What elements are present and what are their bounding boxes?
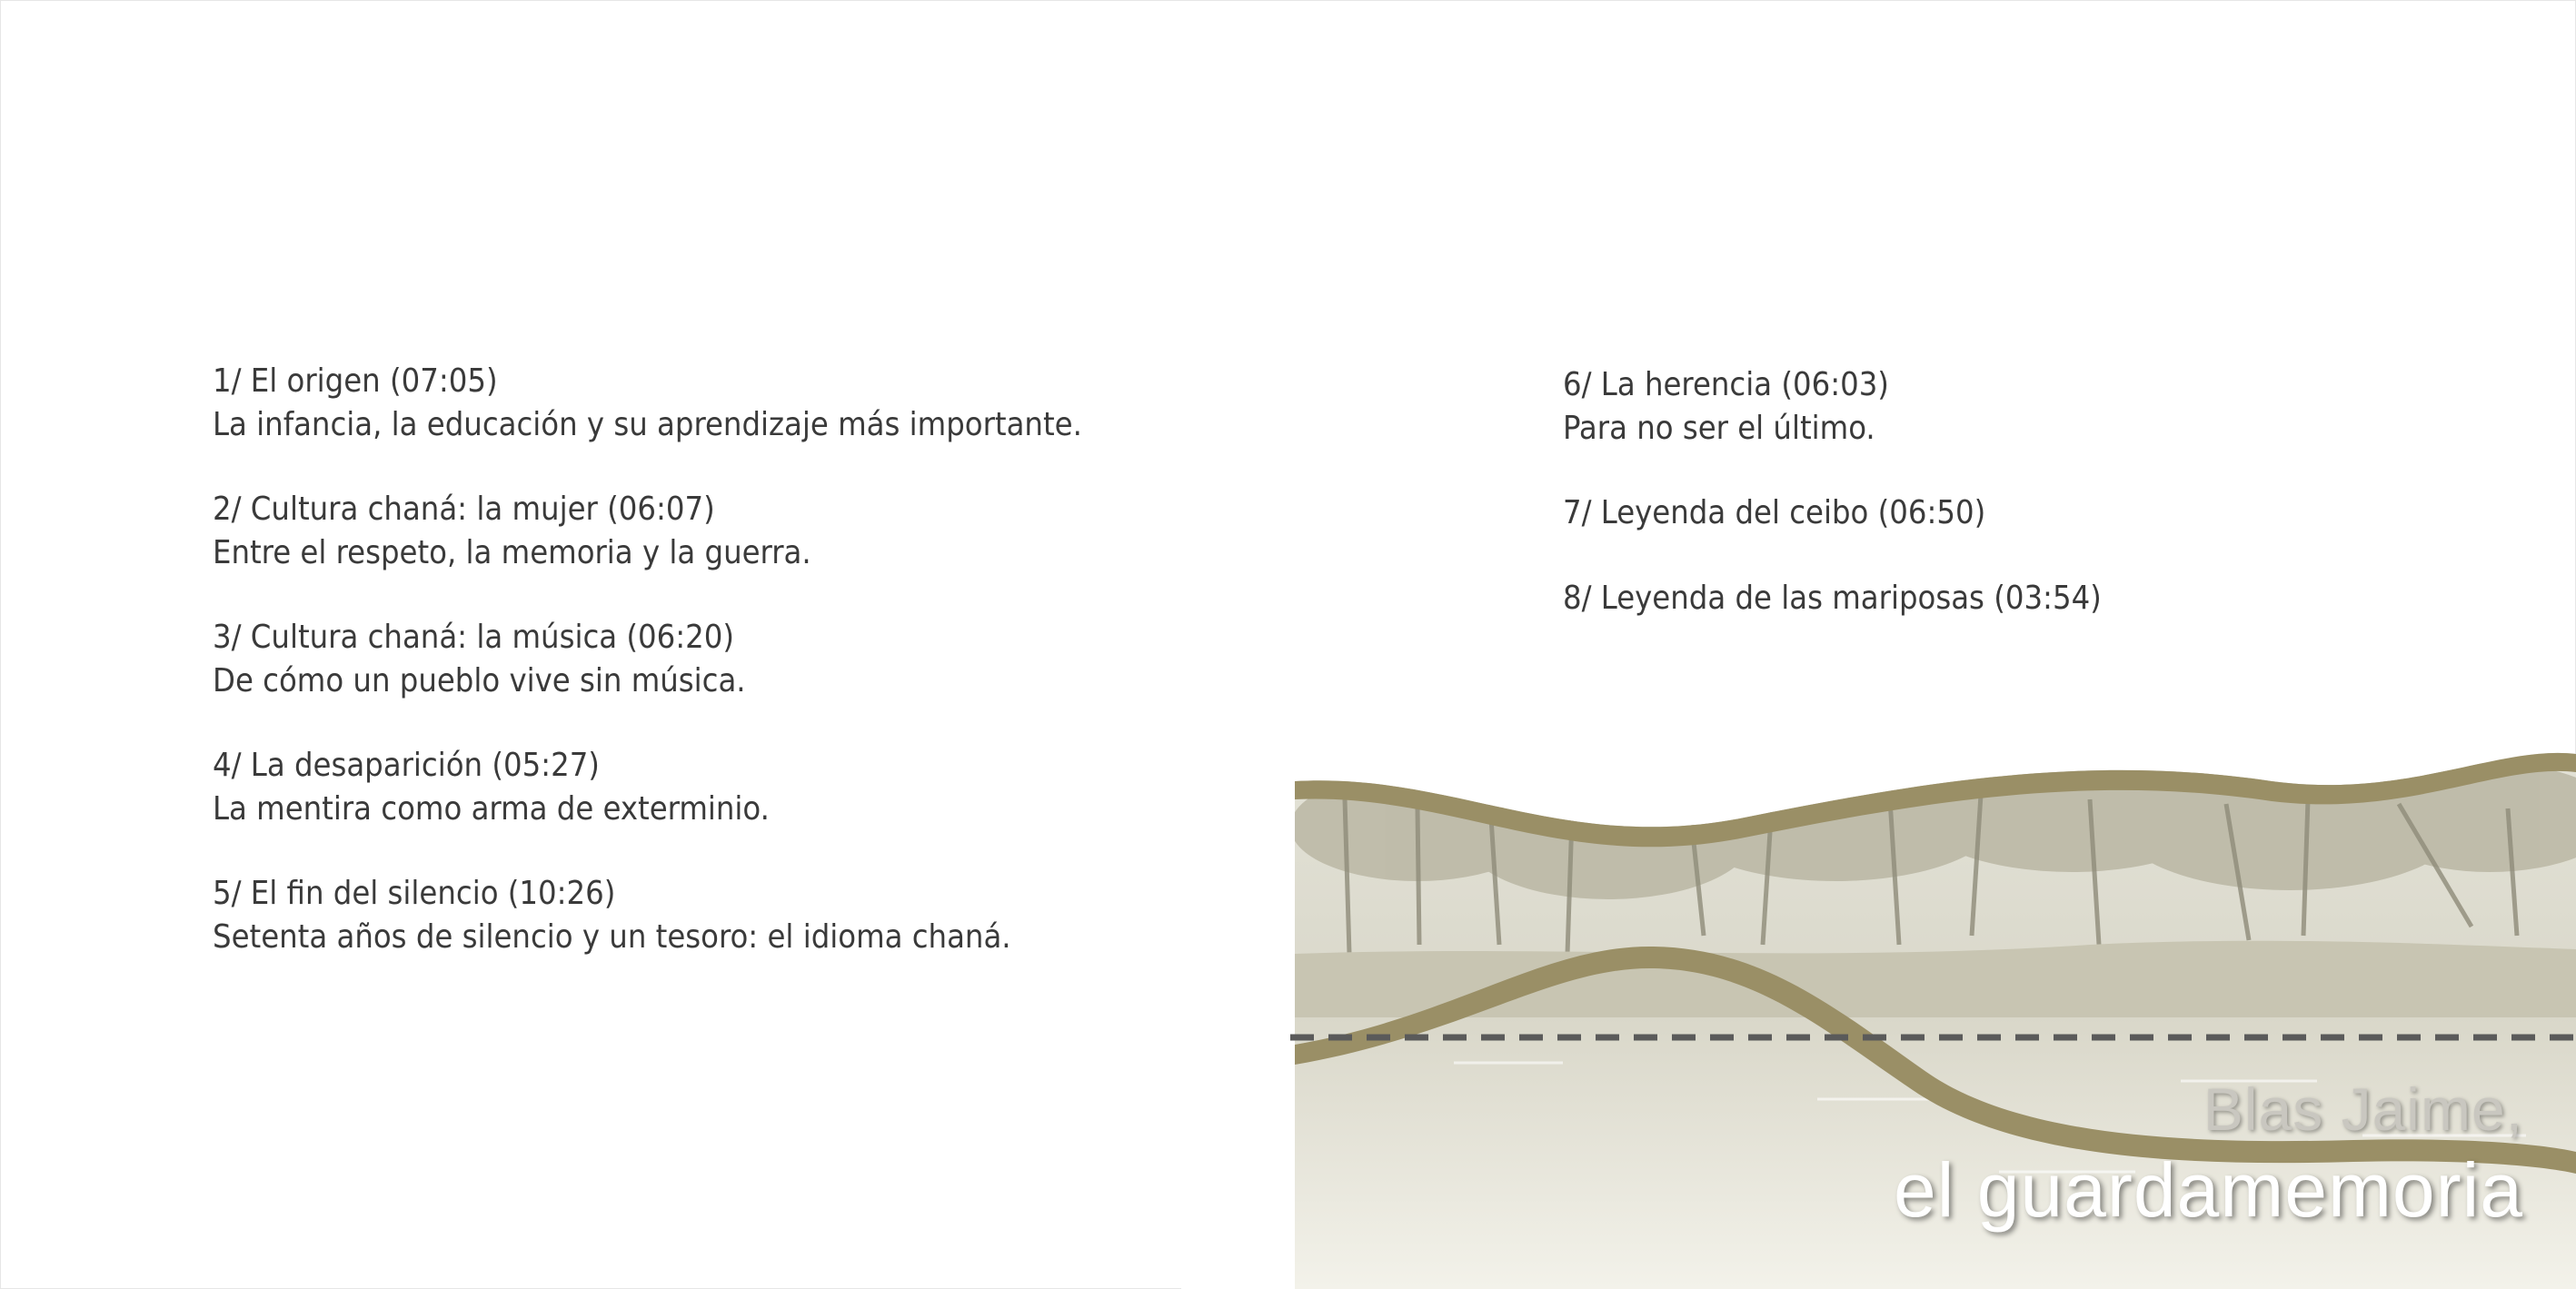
track-item: [213, 872, 1303, 959]
track-description: Setenta años de silencio y un tesoro: el idioma chaná.: [213, 918, 1011, 956]
caption-subtitle: Blas Jaime,: [2203, 1076, 2523, 1143]
track-description: La mentira como arma de exterminio.: [213, 790, 770, 828]
track-description: De cómo un pueblo vive sin música.: [213, 662, 746, 699]
track-title: 8/ Leyenda de las mariposas (03:54): [1563, 580, 2102, 617]
track-item: [213, 488, 1303, 575]
track-description: Para no ser el último.: [1563, 410, 1875, 447]
track-list-right: [1563, 363, 2381, 662]
track-title: 1/ El origen (07:05): [213, 362, 498, 400]
track-description: La infancia, la educación y su aprendizaje más importante.: [213, 406, 1082, 443]
track-list-left: [213, 360, 1303, 1000]
track-title: 2/ Cultura chaná: la mujer (06:07): [213, 491, 715, 528]
track-title: 4/ La desaparición (05:27): [213, 747, 600, 784]
caption-title: el guardamemoria: [1893, 1147, 2523, 1233]
track-title: 5/ El fin del silencio (10:26): [213, 875, 616, 912]
track-title: 6/ La herencia (06:03): [1563, 366, 1889, 403]
track-item: [213, 616, 1303, 703]
track-title: 7/ Leyenda del ceibo (06:50): [1563, 494, 1986, 531]
track-title: 3/ Cultura chaná: la música (06:20): [213, 619, 734, 656]
track-item: [213, 360, 1303, 447]
track-item: [1563, 577, 2381, 620]
track-item: [213, 744, 1303, 831]
track-description: Entre el respeto, la memoria y la guerra.: [213, 534, 811, 571]
track-item: [1563, 491, 2381, 535]
track-item: [1563, 363, 2381, 451]
